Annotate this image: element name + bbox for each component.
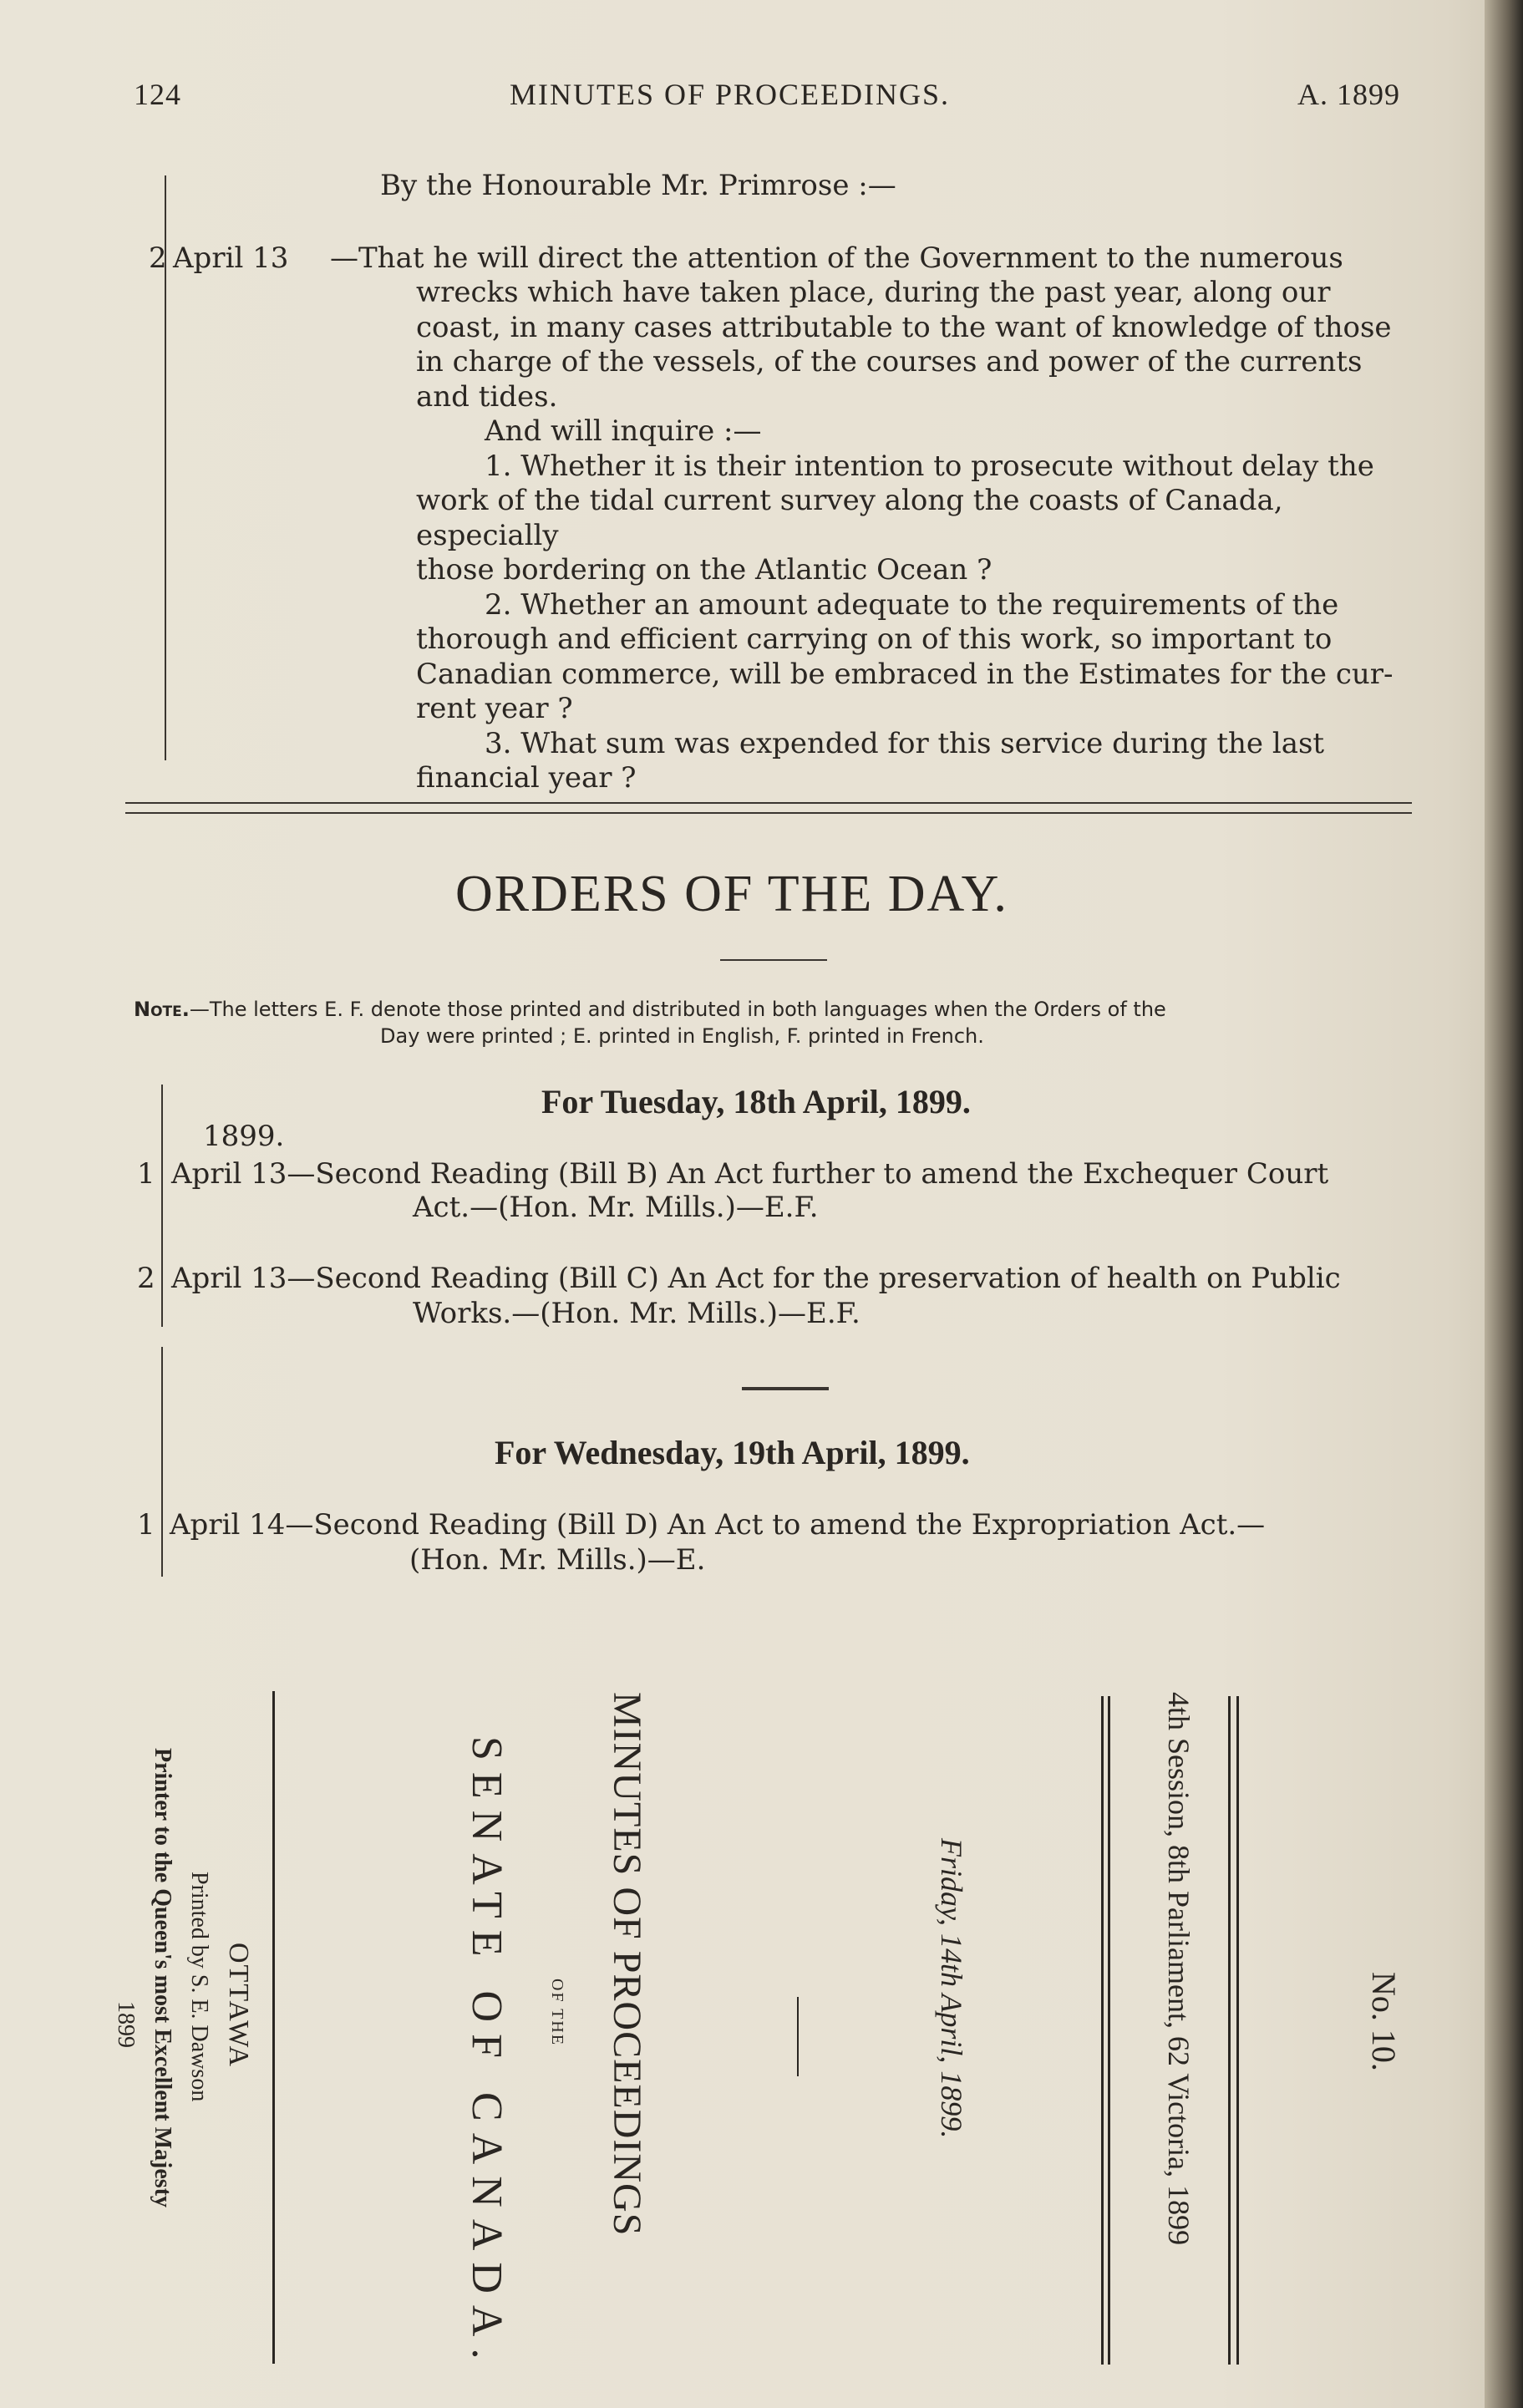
- q3-line-2: financial year ?: [416, 761, 637, 795]
- inquire-line: And will inquire :—: [485, 414, 762, 448]
- q1-line-2: work of the tidal current survey along the coasts of Canada, especially: [416, 484, 1283, 552]
- cover-imprint-year: 1899: [113, 2001, 139, 2048]
- q2-line-3: Canadian commerce, will be embraced in the Estimates for the cur-: [416, 657, 1394, 691]
- q1-line-1: 1. Whether it is their intention to prosecute without delay the: [485, 449, 1374, 483]
- tuesday-margin-rule: [161, 1085, 163, 1327]
- mover-line: By the Honourable Mr. Primrose :—: [380, 169, 896, 202]
- page-edge: [1485, 0, 1523, 2408]
- title-underline: [720, 959, 827, 961]
- motion-line-2: wrecks which have taken place, during the past year, along our: [416, 276, 1331, 309]
- tuesday-item-1-num: 1: [137, 1157, 155, 1191]
- wednesday-item-1-num: 1: [137, 1508, 155, 1542]
- cover-date: Friday, 14th April, 1899.: [935, 1838, 968, 2139]
- q2-line-2: thorough and efficient carrying on of this work, so important to: [416, 622, 1333, 656]
- cover-short-rule: [797, 1997, 799, 2076]
- wednesday-heading: For Wednesday, 19th April, 1899.: [495, 1434, 970, 1471]
- motion-line-4: in charge of the vessels, of the courses and power of the currents: [416, 345, 1363, 378]
- motion-line-3: coast, in many cases attributable to the want of knowledge of those: [416, 310, 1392, 344]
- tuesday-item-2-num: 2: [137, 1262, 155, 1295]
- note-text-1: —The letters E. F. denote those printed and distributed in both languages when the Orders of the: [189, 998, 1166, 1021]
- q2-line-4: rent year ?: [416, 692, 573, 725]
- q1-line-3: those bordering on the Atlantic Ocean ?: [416, 553, 992, 587]
- motion-line-5: and tides.: [416, 379, 558, 414]
- cover-rule-mid-2: [1108, 1696, 1110, 2365]
- motion-line-1: —That he will direct the attention of the Government to the numerous: [330, 241, 1343, 275]
- tuesday-item-2-line2: Works.—(Hon. Mr. Mills.)—E.F.: [413, 1297, 860, 1330]
- cover-session: 4th Session, 8th Parliament, 62 Victoria, 1899: [1162, 1692, 1196, 2246]
- wednesday-item-1-line2: (Hon. Mr. Mills.)—E.: [409, 1543, 706, 1577]
- divider-rule-top: [125, 802, 1412, 804]
- tuesday-heading: For Tuesday, 18th April, 1899.: [541, 1083, 971, 1120]
- tuesday-year: 1899.: [203, 1120, 285, 1153]
- cover-city: OTTAWA: [223, 1943, 254, 2069]
- divider-rule-bottom: [125, 812, 1412, 814]
- wednesday-margin-rule: [161, 1347, 163, 1577]
- cover-of-the: OF THE: [548, 1979, 566, 2047]
- motion-text: [416, 276, 1419, 796]
- q2-line-1: 2. Whether an amount adequate to the requirements of the: [485, 587, 1339, 622]
- page-title: MINUTES OF PROCEEDINGS.: [510, 78, 951, 111]
- page-number: 124: [134, 78, 181, 111]
- tuesday-item-1-line2: Act.—(Hon. Mr. Mills.)—E.F.: [413, 1191, 819, 1224]
- motion-number: 2: [149, 241, 167, 275]
- cover-printer-to: Printer to the Queen's most Excellent Majesty: [150, 1748, 175, 2208]
- section-separator: [742, 1387, 829, 1390]
- tuesday-item-2-line1: April 13—Second Reading (Bill C) An Act for the preservation of health on Public: [171, 1262, 1341, 1295]
- cover-rule-left: [272, 1691, 275, 2364]
- cover-number: No. 10.: [1365, 1972, 1403, 2071]
- cover-rule-mid-1: [1101, 1696, 1104, 2365]
- cover-printed-by: Printed by S. E. Dawson: [186, 1872, 212, 2102]
- note: [134, 996, 1404, 1049]
- cover-rule-right-1: [1228, 1696, 1231, 2365]
- orders-title: ORDERS OF THE DAY.: [455, 866, 1008, 922]
- note-label: Note.: [134, 998, 190, 1021]
- cover-title: MINUTES OF PROCEEDINGS: [605, 1692, 649, 2237]
- note-text-2: Day were printed ; E. printed in English, F. printed in French.: [380, 1024, 984, 1048]
- cover-rule-right-2: [1236, 1696, 1239, 2365]
- motion-date: April 13: [173, 241, 289, 275]
- q3-line-1: 3. What sum was expended for this service during the last: [485, 726, 1325, 760]
- tuesday-item-1-line1: April 13—Second Reading (Bill B) An Act further to amend the Exchequer Court: [171, 1157, 1329, 1191]
- wednesday-item-1-line1: April 14—Second Reading (Bill D) An Act to amend the Expropriation Act.—: [170, 1508, 1266, 1542]
- cover-senate: SENATE OF CANADA.: [463, 1736, 510, 2371]
- header-year: A. 1899: [1297, 78, 1400, 111]
